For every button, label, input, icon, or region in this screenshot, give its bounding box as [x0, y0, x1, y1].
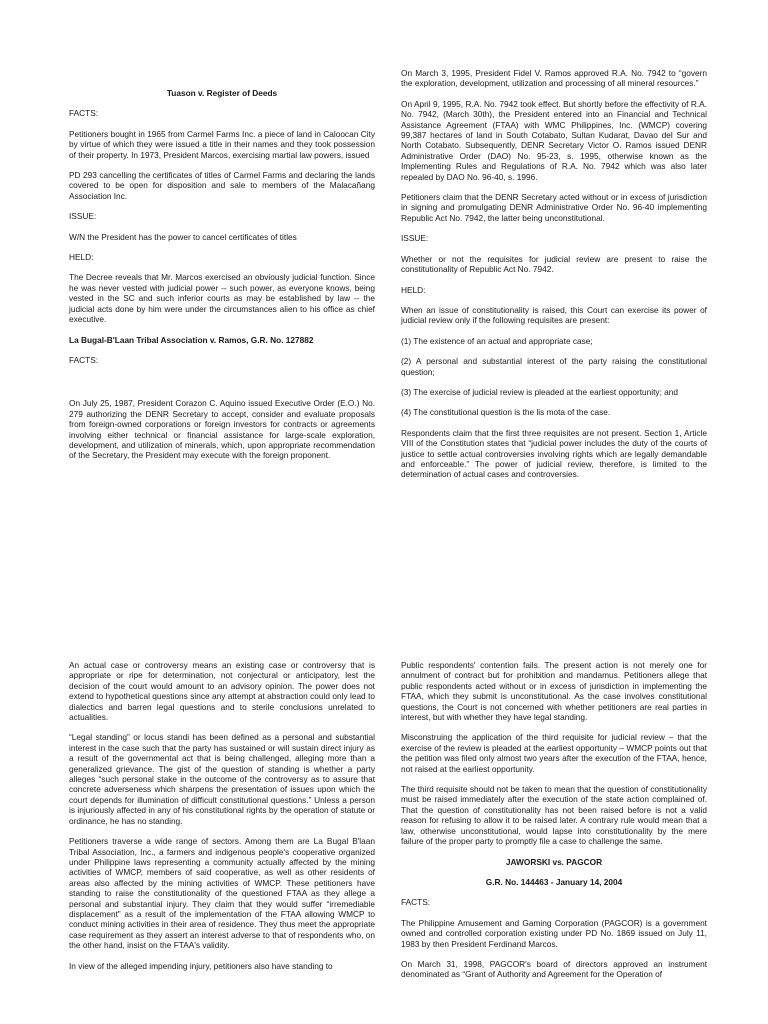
case-title-tuason: Tuason v. Register of Deeds: [166, 88, 278, 98]
paragraph: Petitioners bought in 1965 from Carmel Farms Inc. a piece of land in Caloocan City by virtue of which they were issued a title in their names and they took possession of their property. In 1973, President Marcos, exercising martial law powers, issued: [69, 128, 375, 160]
paragraph: “Legal standing” or locus standi has been defined as a personal and substantial interest in the case such that the party has sustained or will sustain direct injury as a result of the governmental act that is being challenged, alleging more than a generalized grievance. The gist of the question of standing is whether a party alleges “such personal stake in the outcome of the controversy as to assure that concrete adverseness which sharpens the presentation of issues upon which the court depends for illumination of difficult constitutional questions.” Unless a person is injuriously affected in any of his constitutional rights by the operation of statute or ordinance, he has no standing.: [69, 732, 375, 826]
case-title-la-bugal: La Bugal-B'Laan Tribal Association v. Ramos, G.R. No. 127882: [69, 334, 314, 345]
paragraph: The Philippine Amusement and Gaming Corporation (PAGCOR) is a government owned and controlled corporation existing under PD No. 1869 issued on July 11, 1983 by then President Ferdinand Marcos.: [401, 917, 707, 949]
facts-label: FACTS:: [69, 354, 99, 365]
paragraph: W/N the President has the power to cancel certificates of titles: [69, 231, 297, 242]
page-one-left-column: [69, 88, 375, 471]
held-label: HELD:: [69, 252, 94, 263]
paragraph: Respondents claim that the first three requisites are not present. Section 1, Article VIII of the Constitution states that “judicial power includes the duty of the courts of justice to settle actual controversies involving rights which are legally demandable and enforceable.” The power of judicial review, therefore, is limited to the determination of actual cases and controversies.: [401, 427, 707, 480]
paragraph: Petitioners claim that the DENR Secretary acted without or in excess of jurisdiction in signing and promulgating DENR Administrative Order No. 96-40 implementing Republic Act No. 7942, the latter being unconstitutional.: [401, 192, 707, 223]
paragraph: An actual case or controversy means an existing case or controversy that is appropriate or ripe for determination, not conjectural or anticipatory, lest the decision of the court would amount to an advisory opinion. The power does not extend to hypothetical questions since any attempt at abstraction could only lead to dialectics and barren legal questions and to sterile conclusions unrelated to actualities.: [69, 660, 375, 723]
held-label: HELD:: [401, 284, 426, 295]
paragraph: On March 3, 1995, President Fidel V. Ramos approved R.A. No. 7942 to “govern the exploration, development, utilization and processing of all mineral resources.”: [401, 68, 707, 89]
paragraph: On July 25, 1987, President Corazon C. Aquino issued Executive Order (E.O.) No. 279 authorizing the DENR Secretary to accept, consider and evaluate proposals from foreign-owned corporations or foreign investors for contracts or agreements involving either technical or financial assistance for large-scale exploration, development, and utilization of minerals, which, upon appropriate recommendation of the Secretary, the President may execute with the foreign proponent.: [69, 398, 375, 461]
paragraph: The Decree reveals that Mr. Marcos exercised an obviously judicial function. Since he was never vested with judicial power -- such power, as everyone knows, being vested in the SC and such inferior courts as may be established by law -- the judicial acts done by him were under the circumstances alien to his office as chief executive.: [69, 272, 375, 325]
requisite-item: (3) The exercise of judicial review is pleaded at the earliest opportunity; and: [401, 386, 679, 397]
paragraph: Whether or not the requisites for judicial review are present to raise the constitutionality of Republic Act No. 7942.: [401, 253, 707, 275]
paragraph: On March 31, 1998, PAGCOR's board of directors approved an instrument denominated as “Grant of Authority and Agreement for the Operation of: [401, 958, 707, 980]
paragraph: On April 9, 1995, R.A. No. 7942 took effect. But shortly before the effectivity of R.A. No. 7942, (March 30th), the President entered into an Financial and Technical Assistance Agreement (FTAA) with WMC Philippines, Inc. (WMCP) covering 99,387 hectares of land in South Cotabato, Sultan Kudarat, Davao del Sur and North Cotabato. Subsequently, DENR Secretary Victor O. Ramos issued DENR Administrative Order (DAO) No. 95-23, s. 1995, otherwise known as the Implementing Rules and Regulations of R.A. No. 7942 which was also later repealed by DAO No. 96-40, s. 1996.: [401, 98, 707, 182]
page-one-right-column: [401, 68, 707, 490]
paragraph: In view of the alleged impending injury, petitioners also have standing to: [69, 960, 333, 971]
page-two-left-column: [69, 660, 375, 981]
requisite-item: (1) The existence of an actual and appropriate case;: [401, 335, 593, 346]
issue-label: ISSUE:: [401, 233, 429, 244]
page-two-right-column: [401, 660, 707, 990]
paragraph: The third requisite should not be taken to mean that the question of constitutionality must be raised immediately after the execution of the state action complained of. That the question of constitutionality has not been raised before is not a valid reason for refusing to allow it to be raised later. A contrary rule would mean that a law, otherwise unconstitutional, would lapse into constitutionality by the mere failure of the proper party to promptly file a case to challenge the same.: [401, 784, 707, 847]
paragraph: Public respondents' contention fails. The present action is not merely one for annulment of contract but for prohibition and mandamus. Petitioners allege that public respondents acted without or in excess of jurisdiction in implementing the FTAA, which they submit is unconstitutional. As the case involves constitutional questions, the Court is not concerned with whether petitioners are real parties in interest, but with whether they have legal standing.: [401, 660, 707, 723]
paragraph: PD 293 cancelling the certificates of titles of Carmel Farms and declaring the lands covered to be open for disposition and sale to members of the Malacañang Association Inc.: [69, 170, 375, 201]
paragraph: When an issue of constitutionality is raised, this Court can exercise its power of judicial review only if the following requisites are present:: [401, 304, 707, 326]
paragraph: Misconstruing the application of the third requisite for judicial review – that the exercise of the review is pleaded at the earliest opportunity – WMCP points out that the petition was filed only almost two years after the execution of the FTAA, hence, not raised at the earliest opportunity.: [401, 732, 707, 774]
requisite-item: (2) A personal and substantial interest of the party raising the constitutional question;: [401, 356, 707, 377]
paragraph: Petitioners traverse a wide range of sectors. Among them are La Bugal B'laan Tribal Association, Inc., a farmers and indigenous people's cooperative organized under Philippine laws representing a community actually affected by the mining activities of WMCP, members of said cooperative, as well as other residents of areas also affected by the mining activities of WMCP. These petitioners have standing to raise the constitutionality of the questioned FTAA as they allege a personal and substantial injury. They claim that they would suffer “irremediable displacement” as a result of the implementation of the FTAA allowing WMCP to conduct mining activities in their area of residence. They thus meet the appropriate case requirement as they assert an interest adverse to that of respondents who, on the other hand, insist on the FTAA's validity.: [69, 836, 375, 951]
requisite-item: (4) The constitutional question is the lis mota of the case.: [401, 407, 611, 418]
page-two: [0, 640, 768, 1024]
case-gr-number: G.R. No. 144463 - January 14, 2004: [485, 876, 623, 887]
facts-label: FACTS:: [69, 108, 99, 119]
issue-label: ISSUE:: [69, 211, 97, 222]
case-title-jaworski: JAWORSKI vs. PAGCOR: [505, 856, 603, 867]
facts-label: FACTS:: [401, 897, 431, 908]
